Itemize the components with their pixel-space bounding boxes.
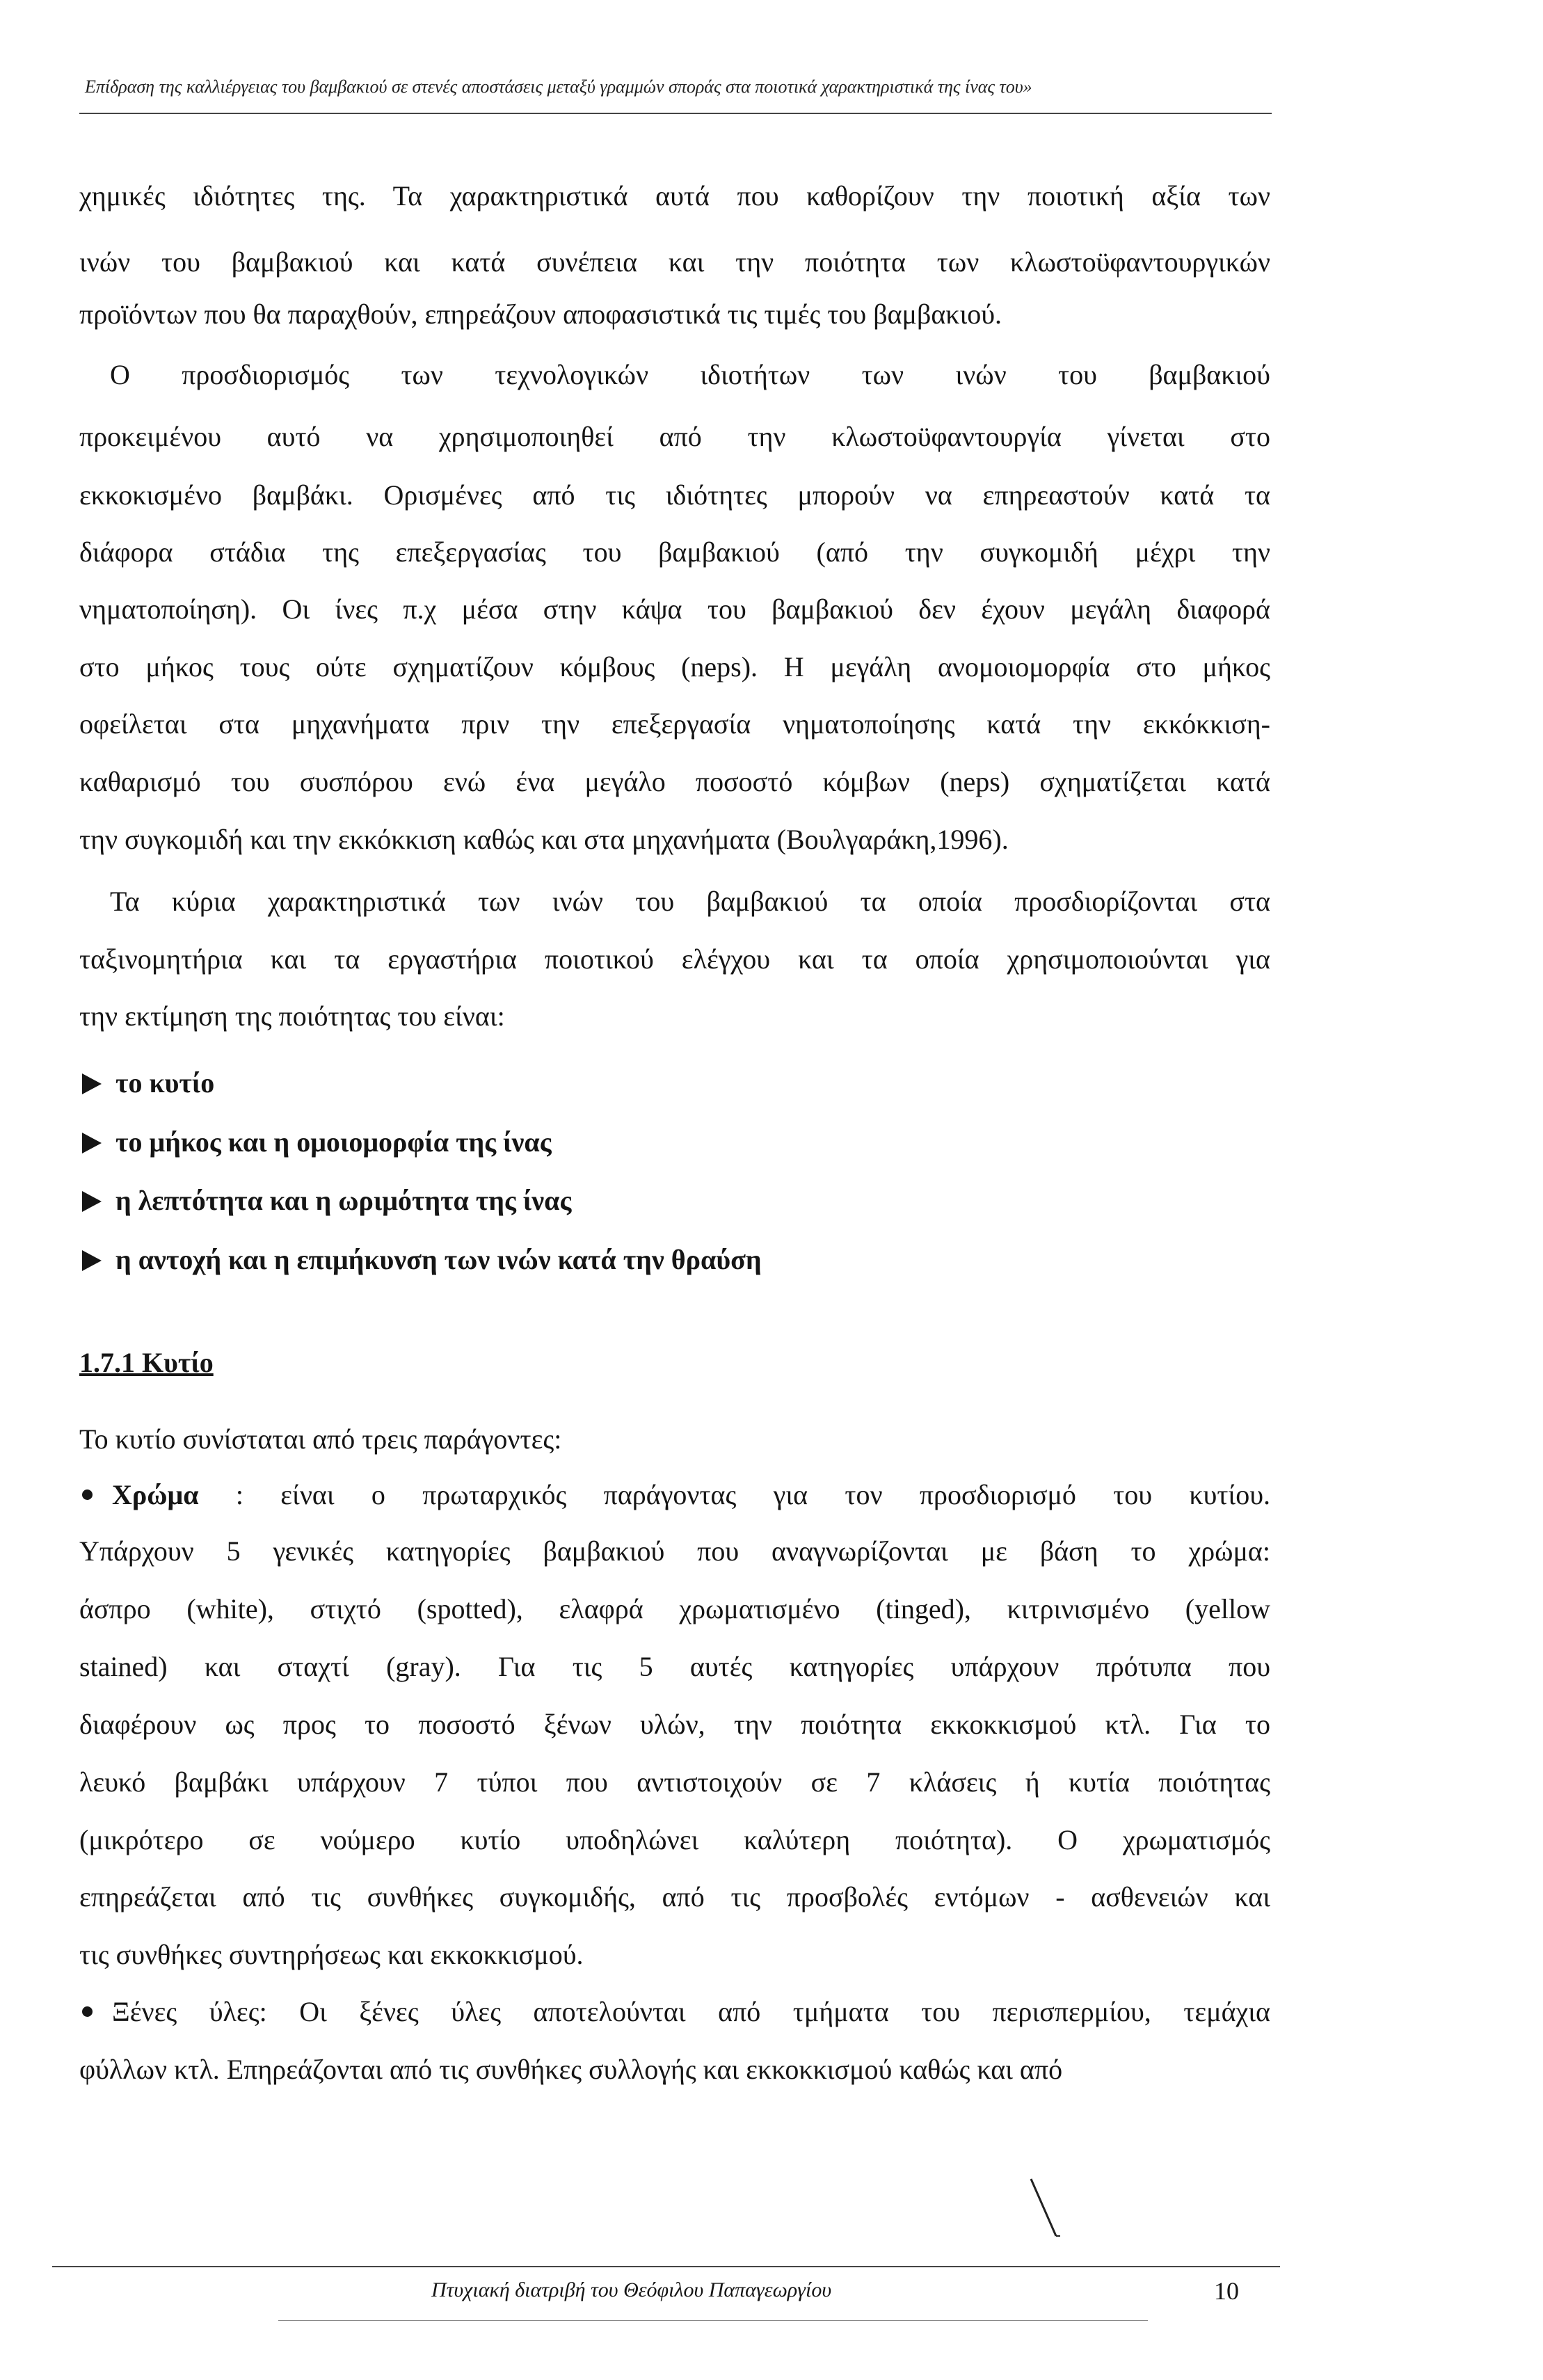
bullet-dot-icon [82,2006,93,2017]
body-line: (μικρότερο σε νούμερο κυτίο υποδηλώνει καλύτερη ποιότητα). Ο χρωματισμός [79,1824,1270,1855]
body-line: τις συνθήκες συντηρήσεως και εκκοκκισμού. [79,1939,584,1970]
body-line: οφείλεται στα μηχανήματα πριν την επεξεργασία νηματοποίησης κατά την εκκόκκιση- [79,708,1270,740]
bullet-term: Ξένες ύλες: [112,1996,267,2027]
body-line: Υπάρχουν 5 γενικές κατηγορίες βαμβακιού που αναγνωρίζονται με βάση το χρώμα: [79,1535,1270,1567]
section-intro: Το κυτίο συνίσταται από τρεις παράγοντες: [79,1423,562,1455]
body-line: ταξινομητήρια και τα εργαστήρια ποιοτικού ελέγχου και τα οποία χρησιμοποιούνται για [79,943,1270,975]
body-line: stained) και σταχτί (gray). Για τις 5 αυτές κατηγορίες υπάρχουν πρότυπα που [79,1651,1270,1682]
body-line: εκκοκισμένο βαμβάκι. Ορισμένες από τις ιδιότητες μπορούν να επηρεαστούν κατά τα [79,479,1270,511]
footer-rule [52,2266,1280,2267]
header-rule [79,113,1272,114]
footer-rule-bottom [278,2320,1148,2321]
body-line: φύλλων κτλ. Επηρεάζονται από τις συνθήκες συλλογής και εκκοκκισμού καθώς και από [79,2054,1063,2085]
body-line: νηματοποίηση). Οι ίνες π.χ μέσα στην κάψα του βαμβακιού δεν έχουν μεγάλη διαφορά [79,593,1270,625]
footer-author: Πτυχιακή διατριβή του Θεόφιλου Παπαγεωργίου [431,2278,832,2301]
trait-item: το κυτίο [82,1067,214,1100]
scan-mark-icon [1028,2178,1060,2239]
arrow-bullet-icon [82,1191,102,1212]
body-line: προϊόντων που θα παραχθούν, επηρεάζουν αποφασιστικά τις τιμές του βαμβακιού. [79,298,1002,330]
trait-item: το μήκος και η ομοιομορφία της ίνας [82,1126,552,1159]
trait-item: η λεπτότητα και η ωριμότητα της ίνας [82,1184,571,1217]
bullet-term: Χρώμα [112,1479,199,1510]
trait-item: η αντοχή και η επιμήκυνση των ινών κατά την θραύση [82,1243,762,1277]
body-line: την εκτίμηση της ποιότητας του είναι: [79,1000,505,1032]
body-line: ινών του βαμβακιού και κατά συνέπεια και την ποιότητα των κλωστοϋφαντουργικών [79,246,1270,278]
body-line: διάφορα στάδια της επεξεργασίας του βαμβακιού (από την συγκομιδή μέχρι την [79,536,1270,568]
body-line: άσπρο (white), στιχτό (spotted), ελαφρά χρωματισμένο (tinged), κιτρινισμένο (yellow [79,1593,1270,1624]
body-line: χημικές ιδιότητες της. Τα χαρακτηριστικά αυτά που καθορίζουν την ποιοτική αξία των [79,180,1270,211]
body-line: στο μήκος τους ούτε σχηματίζουν κόμβους (neps). Η μεγάλη ανομοιομορφία στο μήκος [79,651,1270,682]
bullet-item-foreign-matter: Ξένες ύλες: Οι ξένες ύλες αποτελούνται από τμήματα του περισπερμίου, τεμάχια [82,1995,1270,2029]
body-line: διαφέρουν ως προς το ποσοστό ξένων υλών, την ποιότητα εκκοκκισμού κτλ. Για το [79,1709,1270,1740]
body-line: Ο προσδιορισμός των τεχνολογικών ιδιοτήτων των ινών του βαμβακιού [110,359,1270,390]
body-line: λευκό βαμβάκι υπάρχουν 7 τύποι που αντιστοιχούν σε 7 κλάσεις ή κυτία ποιότητας [79,1766,1270,1798]
section-heading: 1.7.1 Κυτίο [79,1347,214,1378]
arrow-bullet-icon [82,1073,102,1094]
body-line: καθαρισμό του συσπόρου ενώ ένα μεγάλο ποσοστό κόμβων (neps) σχηματίζεται κατά [79,766,1270,797]
bullet-item-color: Χρώμα : είναι ο πρωταρχικός παράγοντας για τον προσδιορισμό του κυτίου. [82,1478,1270,1512]
arrow-bullet-icon [82,1250,102,1271]
bullet-dot-icon [82,1490,93,1500]
running-header: Επίδραση της καλλιέργειας του βαμβακιού σε στενές αποστάσεις μεταξύ γραμμών σποράς στα ποιοτικά χαρακτηριστικά της ίνας του» [85,77,1032,97]
body-line: επηρεάζεται από τις συνθήκες συγκομιδής, από τις προσβολές εντόμων - ασθενειών και [79,1881,1270,1912]
body-line: Τα κύρια χαρακτηριστικά των ινών του βαμβακιού τα οποία προσδιορίζονται στα [110,886,1270,917]
arrow-bullet-icon [82,1133,102,1153]
body-line: προκειμένου αυτό να χρησιμοποιηθεί από την κλωστοϋφαντουργία γίνεται στο [79,421,1270,452]
body-line: την συγκομιδή και την εκκόκκιση καθώς και στα μηχανήματα (Βουλγαράκη,1996). [79,824,1009,855]
page-number: 10 [1214,2277,1239,2305]
